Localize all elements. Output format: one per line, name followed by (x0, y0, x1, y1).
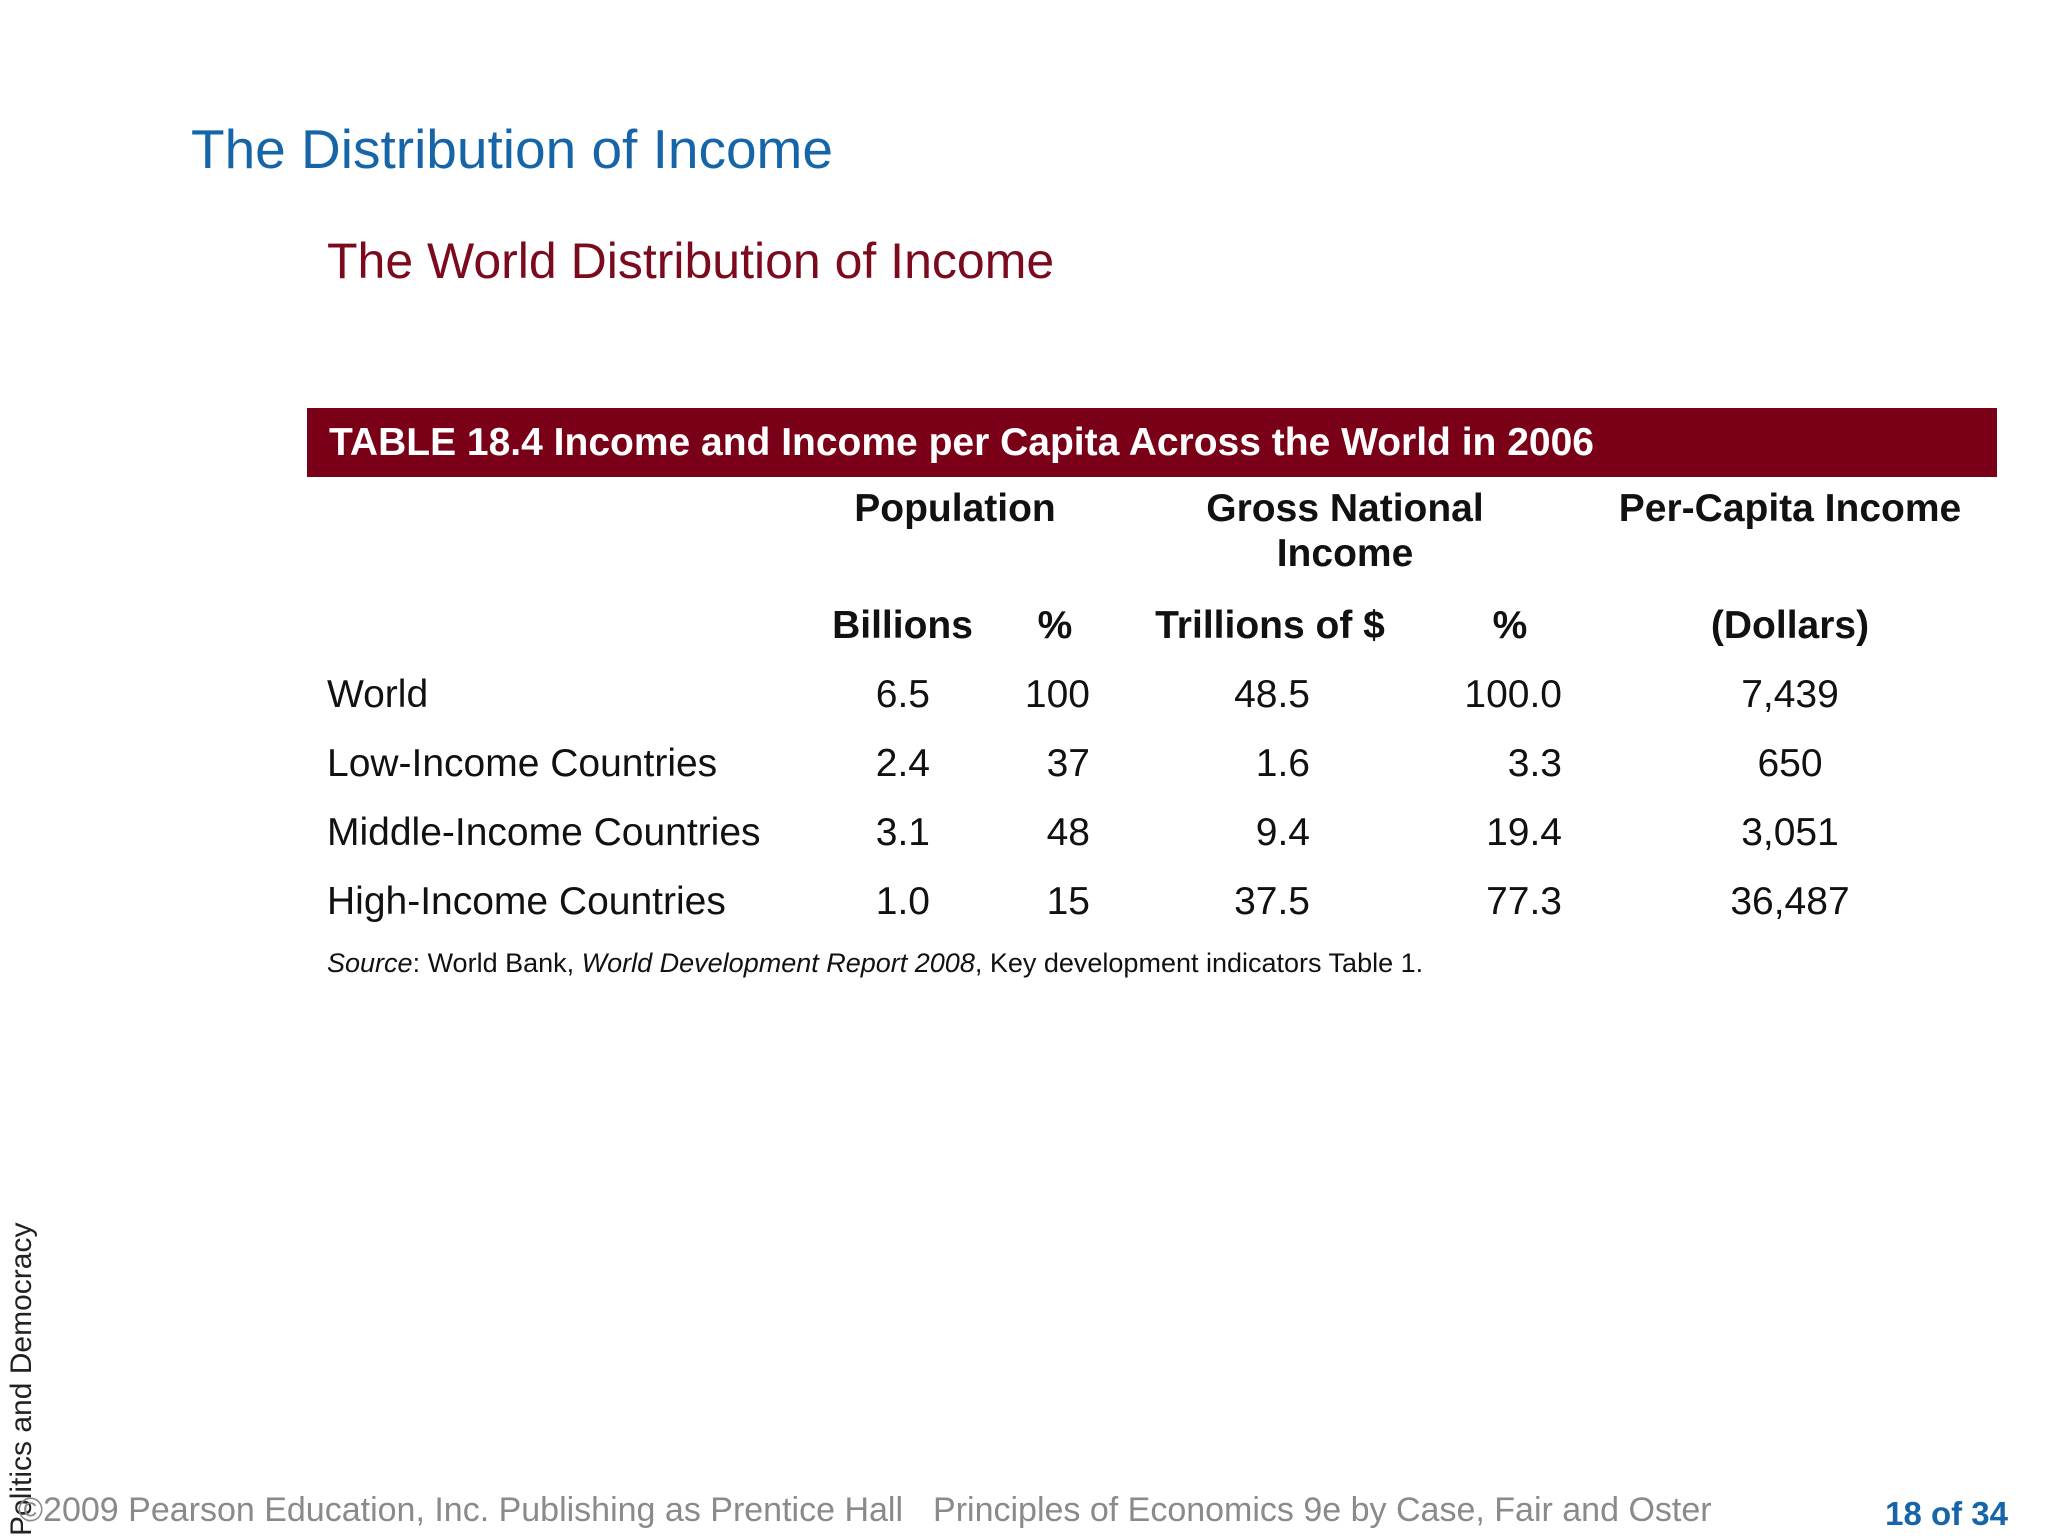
source-sep: : World Bank, (412, 948, 582, 978)
cell-pop-billions: 2.4 (875, 742, 930, 785)
row-label: High-Income Countries (327, 880, 726, 923)
page-number: 18 of 34 (1885, 1495, 2008, 1532)
footer-copyright: ©2009 Pearson Education, Inc. Publishing as Prentice Hall (18, 1491, 904, 1529)
cell-gni-pct: 3.3 (1507, 742, 1562, 785)
cell-pop-billions: 3.1 (875, 811, 930, 854)
cell-pop-pct: 100 (1024, 673, 1090, 716)
cell-gni-trillions: 9.4 (1255, 811, 1310, 854)
table-caption: TABLE 18.4 Income and Income per Capita Across the World in 2006 (307, 408, 1997, 477)
cell-per-capita: 36,487 (1730, 880, 1850, 923)
header-population: Population (854, 487, 1056, 530)
footer (18, 1491, 1712, 1530)
table-source-note (327, 948, 1423, 979)
cell-gni-pct: 77.3 (1486, 880, 1562, 923)
header-gni-line2: Income (1276, 532, 1414, 575)
cell-pop-billions: 1.0 (875, 880, 930, 923)
cell-gni-pct: 100.0 (1464, 673, 1562, 716)
header-gni-line1: Gross National (1206, 487, 1484, 530)
cell-gni-pct: 19.4 (1486, 811, 1562, 854)
source-report: World Development Report 2008 (581, 948, 975, 978)
cell-per-capita: 7,439 (1741, 673, 1839, 716)
row-label: Low-Income Countries (327, 742, 718, 785)
cell-pop-pct: 48 (1046, 811, 1090, 854)
unit-gni-trillions: Trillions of $ (1155, 604, 1385, 647)
slide-subtitle: The World Distribution of Income (327, 233, 1055, 289)
row-label: Middle-Income Countries (327, 811, 761, 854)
cell-per-capita: 3,051 (1741, 811, 1839, 854)
source-rest: , Key development indicators Table 1. (974, 948, 1424, 978)
unit-pop-billions: Billions (832, 604, 973, 647)
row-label: World (327, 673, 429, 716)
unit-gni-pct: % (1492, 604, 1528, 647)
cell-pop-pct: 15 (1046, 880, 1090, 923)
cell-gni-trillions: 1.6 (1255, 742, 1310, 785)
cell-gni-trillions: 48.5 (1234, 673, 1310, 716)
unit-pop-pct: % (1037, 604, 1073, 647)
header-per-capita: Per-Capita Income (1618, 487, 1962, 530)
slide-title: The Distribution of Income (191, 118, 833, 180)
source-prefix: Source (327, 948, 413, 978)
cell-per-capita: 650 (1757, 742, 1823, 785)
footer-book: Principles of Economics 9e by Case, Fair and Oster (933, 1491, 1712, 1529)
cell-gni-trillions: 37.5 (1234, 880, 1310, 923)
unit-per-capita-dollars: (Dollars) (1710, 604, 1870, 647)
cell-pop-billions: 6.5 (875, 673, 930, 716)
side-chapter-label: Politics and Democracy (5, 1222, 38, 1536)
cell-pop-pct: 37 (1046, 742, 1090, 785)
